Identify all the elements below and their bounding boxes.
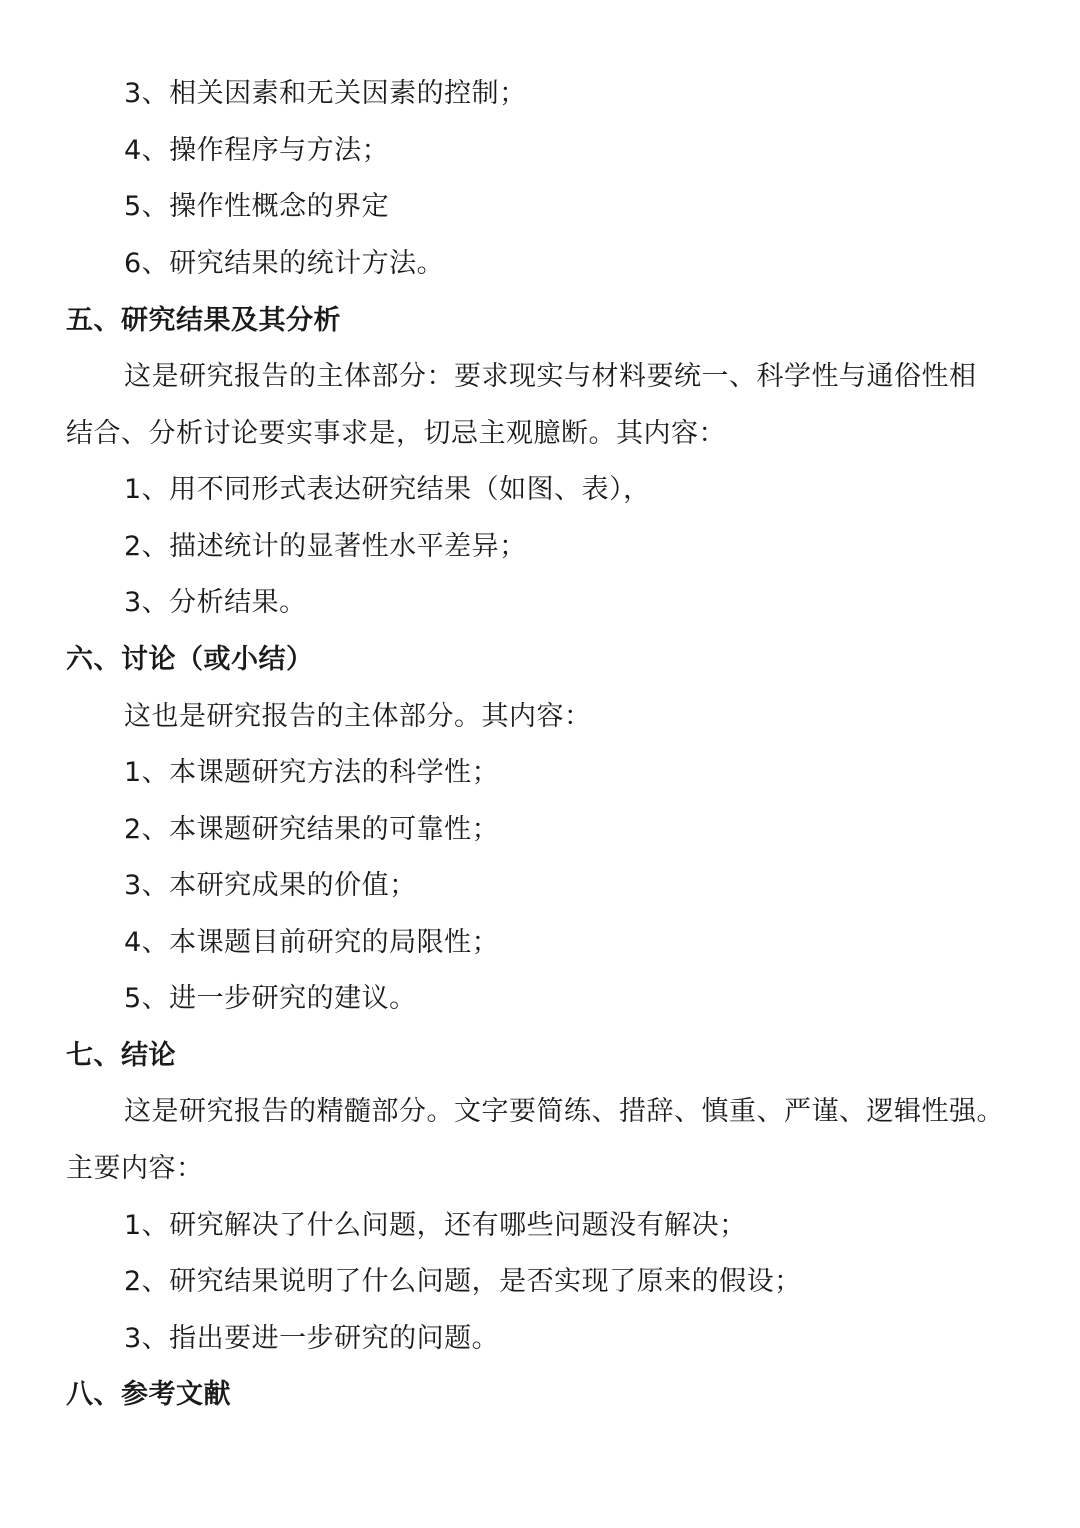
list-item-problems-solved: 1、研究解决了什么问题，还有哪些问题没有解决； xyxy=(124,1210,747,1241)
list-item-results-forms: 1、用不同形式表达研究结果（如图、表）， xyxy=(124,474,651,505)
paragraph-conclusion-intro-line2: 主要内容： xyxy=(66,1153,204,1184)
section-heading-conclusion: 七、结论 xyxy=(66,1040,176,1071)
list-item-value: 3、本研究成果的价值； xyxy=(124,870,417,901)
list-item-suggestions: 5、进一步研究的建议。 xyxy=(124,983,417,1014)
paragraph-results-intro-line1: 这是研究报告的主体部分：要求现实与材料要统一、科学性与通俗性相 xyxy=(124,361,977,392)
list-item-further-research: 3、指出要进一步研究的问题。 xyxy=(124,1323,500,1354)
list-item-procedure: 4、操作程序与方法； xyxy=(124,135,390,166)
paragraph-results-intro-line2: 结合、分析讨论要实事求是，切忌主观臆断。其内容： xyxy=(66,418,726,449)
list-item-statistics-method: 6、研究结果的统计方法。 xyxy=(124,248,445,279)
list-item-reliability: 2、本课题研究结果的可靠性； xyxy=(124,814,500,845)
list-item-limitations: 4、本课题目前研究的局限性； xyxy=(124,927,500,958)
list-item-method-scientific: 1、本课题研究方法的科学性； xyxy=(124,757,500,788)
section-heading-references: 八、参考文献 xyxy=(66,1379,231,1410)
list-item-operational-concepts: 5、操作性概念的界定 xyxy=(124,191,390,222)
paragraph-discussion-intro: 这也是研究报告的主体部分。其内容： xyxy=(124,701,592,732)
paragraph-conclusion-intro-line1: 这是研究报告的精髓部分。文字要简练、措辞、慎重、严谨、逻辑性强。 xyxy=(124,1096,1004,1127)
section-heading-results: 五、研究结果及其分析 xyxy=(66,305,341,336)
list-item-significance: 2、描述统计的显著性水平差异； xyxy=(124,531,527,562)
list-item-analyze-results: 3、分析结果。 xyxy=(124,587,307,618)
list-item-hypothesis: 2、研究结果说明了什么问题，是否实现了原来的假设； xyxy=(124,1266,802,1297)
section-heading-discussion: 六、讨论（或小结） xyxy=(66,644,314,675)
list-item-control-factors: 3、相关因素和无关因素的控制； xyxy=(124,78,527,109)
